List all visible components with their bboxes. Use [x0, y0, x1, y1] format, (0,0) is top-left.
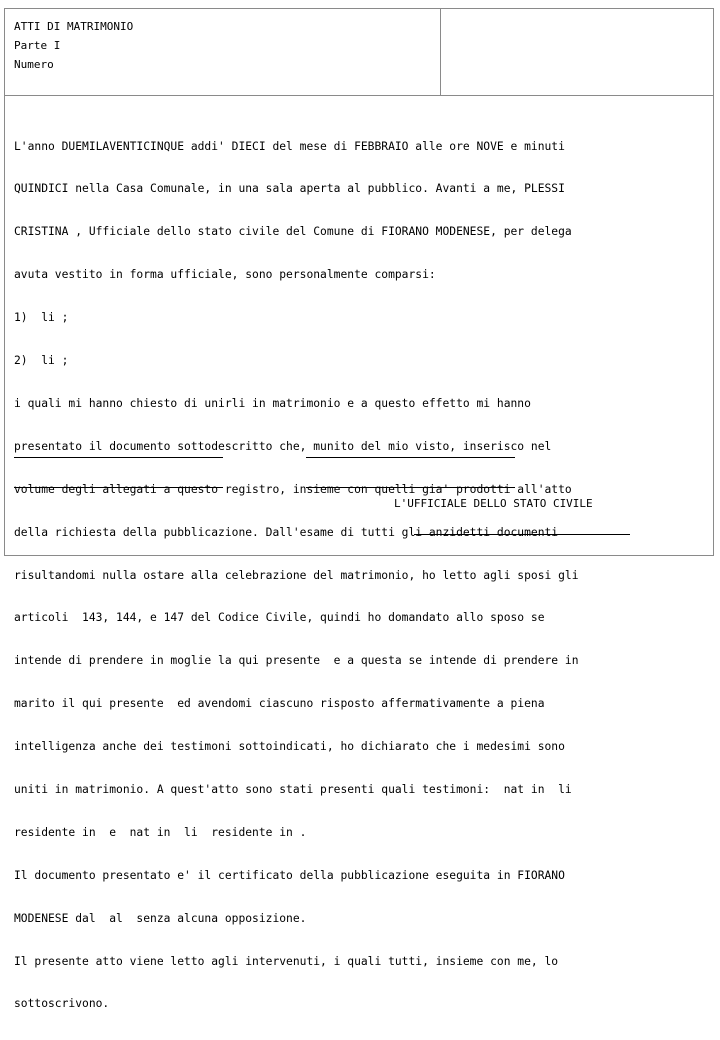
document-part: Parte I — [14, 39, 61, 52]
document-body — [14, 111, 714, 1040]
signature-line-witness-1 — [14, 487, 223, 488]
body-line: avuta vestito in forma ufficiale, sono personalmente comparsi: — [14, 268, 436, 282]
body-line: marito il qui presente ed avendomi ciascuno risposto affermativamente a piena — [14, 697, 545, 711]
body-line: CRISTINA , Ufficiale dello stato civile del Comune di FIORANO MODENESE, per delega — [14, 225, 572, 239]
body-line: intelligenza anche dei testimoni sottoindicati, ho dichiarato che i medesimi sono — [14, 740, 565, 754]
document-title: ATTI DI MATRIMONIO — [14, 20, 134, 33]
signature-line-spouse-1 — [14, 457, 223, 458]
body-line: 1) li ; — [14, 311, 69, 325]
signature-line-witness-2 — [306, 487, 515, 488]
body-line: Il documento presentato e' il certificato della pubblicazione eseguita in FIORANO — [14, 868, 565, 882]
body-line: i quali mi hanno chiesto di unirli in matrimonio e a questo effetto mi hanno — [14, 396, 531, 410]
header-number-box — [441, 9, 713, 95]
signature-line-officer — [414, 534, 630, 535]
body-line: MODENESE dal al senza alcuna opposizione. — [14, 911, 307, 925]
body-line: Il presente atto viene letto agli intervenuti, i quali tutti, insieme con me, lo — [14, 954, 559, 968]
header-title-box — [5, 9, 441, 95]
body-line: QUINDICI nella Casa Comunale, in una sala aperta al pubblico. Avanti a me, PLESSI — [14, 182, 565, 196]
body-line: della richiesta della pubblicazione. Dall'esame di tutti gli anzidetti documenti — [14, 525, 559, 539]
body-line: articoli 143, 144, e 147 del Codice Civile, quindi ho domandato allo sposo se — [14, 611, 545, 625]
body-line: intende di prendere in moglie la qui presente e a questa se intende di prendere in — [14, 654, 579, 668]
document-number-label: Numero — [14, 58, 54, 71]
body-line: residente in e nat in li residente in . — [14, 825, 307, 839]
signature-line-spouse-2 — [306, 457, 515, 458]
body-line: sottoscrivono. — [14, 997, 110, 1011]
officer-signature-label: L'UFFICIALE DELLO STATO CIVILE — [394, 497, 593, 510]
body-line: 2) li ; — [14, 354, 69, 368]
marriage-record-document — [4, 8, 714, 1011]
body-line: presentato il documento sottodescritto che, munito del mio visto, inserisco nel — [14, 439, 552, 453]
document-header — [5, 9, 713, 96]
body-line: uniti in matrimonio. A quest'atto sono stati presenti quali testimoni: nat in li — [14, 782, 572, 796]
body-line: risultandomi nulla ostare alla celebrazione del matrimonio, ho letto agli sposi gli — [14, 568, 579, 582]
body-line: L'anno DUEMILAVENTICINQUE addi' DIECI del mese di FEBBRAIO alle ore NOVE e minuti — [14, 139, 565, 153]
body-line: volume degli allegati a questo registro, insieme con quelli gia' prodotti all'atto — [14, 482, 572, 496]
